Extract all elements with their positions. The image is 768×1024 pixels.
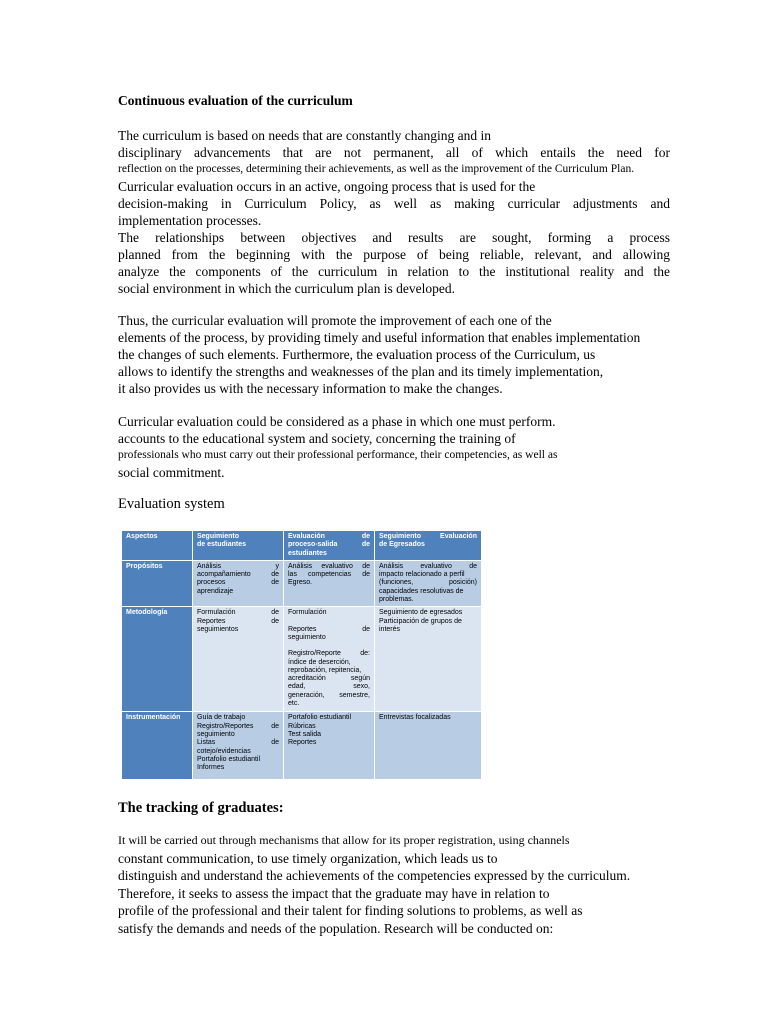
table-header-aspectos: Aspectos bbox=[122, 531, 192, 560]
table-row bbox=[122, 712, 481, 779]
text-line: The curriculum is based on needs that are constantly changing and in bbox=[118, 128, 492, 143]
text-line: Thus, the curricular evaluation will promote the improvement of each one of the bbox=[118, 313, 552, 328]
text-line: profile of the professional and their talent for finding solutions to problems, as well as bbox=[118, 903, 583, 918]
text-line: the changes of such elements. Furthermore, the evaluation process of the Curriculum, us bbox=[118, 347, 596, 362]
row-label-propositos: Propósitos bbox=[122, 561, 192, 606]
table-cell: Análisis evaluativo de impacto relacionado a perfil (funciones, posición) capacidades resolutivas de problemas. bbox=[375, 561, 481, 606]
table-cell: Entrevistas focalizadas bbox=[375, 712, 481, 779]
row-label-instrumentacion: Instrumentación bbox=[122, 712, 192, 779]
text-line: decision-making in Curriculum Policy, as well as making curricular adjustments and bbox=[118, 196, 670, 211]
text-line: allows to identify the strengths and weaknesses of the plan and its timely implementation, bbox=[118, 364, 604, 379]
table-cell: Formulación de Reportes de seguimientos bbox=[193, 607, 283, 711]
paragraph-tracking bbox=[118, 832, 670, 937]
paragraph-curriculum-needs bbox=[118, 127, 670, 178]
table-cell: Seguimiento de egresados Participación de grupos de interés bbox=[375, 607, 481, 711]
text-line: distinguish and understand the achievements of the competencies expressed by the curriculum. bbox=[118, 868, 631, 883]
table-row bbox=[122, 561, 481, 606]
text-line: implementation processes. bbox=[118, 213, 262, 228]
text-line: accounts to the educational system and society, concerning the training of bbox=[118, 431, 516, 446]
table-header-row bbox=[122, 531, 481, 560]
table-cell: Análisis evaluativo de las competencias de Egreso. bbox=[284, 561, 374, 606]
paragraph-curricular-evaluation bbox=[118, 178, 670, 229]
text-line: elements of the process, by providing timely and useful information that enables implementation bbox=[118, 330, 641, 345]
text-line: it also provides us with the necessary information to make the changes. bbox=[118, 381, 503, 396]
text-line: Curricular evaluation could be considered as a phase in which one must perform. bbox=[118, 414, 556, 429]
evaluation-system-label: Evaluation system bbox=[118, 496, 225, 512]
text-line: social environment in which the curriculum plan is developed. bbox=[118, 281, 456, 296]
paragraph-improvement bbox=[118, 312, 670, 397]
text-line: The relationships between objectives and results are sought, forming a process bbox=[118, 230, 670, 245]
text-line: Curricular evaluation occurs in an active, ongoing process that is used for the bbox=[118, 179, 536, 194]
text-line: analyze the components of the curriculum in relation to the institutional reality and the bbox=[118, 264, 670, 279]
text-line: satisfy the demands and needs of the population. Research will be conducted on: bbox=[118, 920, 554, 936]
paragraph-objectives-results bbox=[118, 229, 670, 297]
text-line: It will be carried out through mechanisms that allow for its proper registration, using channels bbox=[118, 833, 570, 847]
text-line: professionals who must carry out their professional performance, their competencies, as well as bbox=[118, 449, 558, 461]
text-line: disciplinary advancements that are not permanent, all of which entails the need for bbox=[118, 145, 670, 160]
text-line: Therefore, it seeks to assess the impact that the graduate may have in relation to bbox=[118, 885, 550, 901]
table-cell: Guía de trabajo Registro/Reportes de seguimiento Listas de cotejo/evidencias Portafolio estudiantil Informes bbox=[193, 712, 283, 779]
text-line: constant communication, to use timely organization, which leads us to bbox=[118, 850, 498, 866]
table-cell: Análisis y acompañamiento de procesos de aprendizaje bbox=[193, 561, 283, 606]
table-header-seguimiento-estudiantes: Seguimiento de estudiantes bbox=[193, 531, 283, 560]
paragraph-phase bbox=[118, 413, 670, 481]
table-row bbox=[122, 607, 481, 711]
section-heading: Continuous evaluation of the curriculum bbox=[118, 93, 353, 108]
text-line: planned from the beginning with the purpose of being reliable, relevant, and allowing bbox=[118, 247, 670, 262]
evaluation-system-table bbox=[121, 530, 482, 780]
table-header-evaluacion-proceso: Evaluación de proceso-salida de estudiantes bbox=[284, 531, 374, 560]
text-line: reflection on the processes, determining their achievements, as well as the improvement of the Curriculum Plan. bbox=[118, 163, 635, 175]
table-header-seguimiento-egresados: Seguimiento Evaluación de Egresados bbox=[375, 531, 481, 560]
row-label-metodologia: Metodología bbox=[122, 607, 192, 711]
text-line: social commitment. bbox=[118, 465, 225, 480]
table-cell: Formulación Reportes de seguimiento Registro/Reporte de: índice de deserción, reprobación, repitencia, acreditación según edad, sexo, generación, semestre, etc. bbox=[284, 607, 374, 711]
table-cell: Portafolio estudiantil Rúbricas Test salida Reportes bbox=[284, 712, 374, 779]
tracking-heading: The tracking of graduates: bbox=[118, 800, 284, 816]
